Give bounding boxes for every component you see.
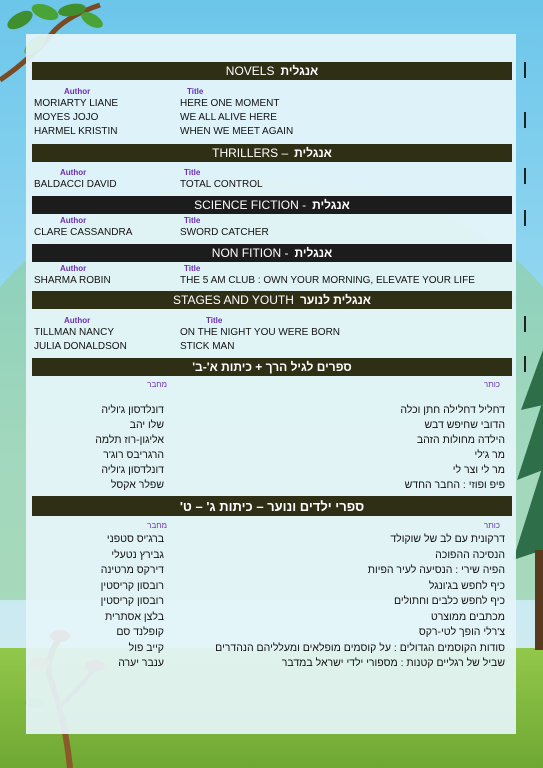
section-title-en: THRILLERS – bbox=[212, 146, 289, 160]
section-title-he: אנגלית bbox=[294, 246, 333, 260]
pine-tree-icon bbox=[513, 350, 543, 650]
title-label: כותר bbox=[483, 380, 500, 389]
author-label: Author bbox=[60, 216, 87, 225]
author-label: Author bbox=[64, 316, 91, 325]
book-title: SWORD CATCHER bbox=[180, 227, 269, 238]
title-label: Title bbox=[184, 216, 201, 225]
author-label: Author bbox=[60, 168, 87, 177]
book-author: HARMEL KRISTIN bbox=[34, 126, 118, 137]
book-author: MORIARTY LIANE bbox=[34, 98, 119, 109]
book-title: STICK MAN bbox=[180, 341, 235, 352]
section-header-science-fiction bbox=[32, 196, 512, 214]
section-header-kids-youth bbox=[32, 496, 512, 516]
book-title-he: הדובי שחיפש דבש bbox=[424, 419, 505, 431]
book-title-he: דרקונית עם לב של שוקולד bbox=[390, 533, 505, 545]
book-author-he: דירקס מרטינה bbox=[100, 564, 164, 576]
section-title-he: אנגלית bbox=[280, 64, 319, 78]
section-header-stages-and-youth bbox=[32, 291, 512, 309]
section-title-he: ספרים לגיל הרך + כיתות א'-ב' bbox=[192, 360, 352, 374]
book-title-he: מכתבים ממוצרט bbox=[430, 610, 505, 623]
margin-tick bbox=[524, 168, 526, 184]
book-title-he: מר לי וצר לי bbox=[452, 464, 505, 476]
book-title-he: שביל של רגליים קטנות : מספורי ילדי ישראל במדבר bbox=[281, 657, 505, 669]
book-author: MOYES JOJO bbox=[34, 112, 99, 123]
section-title-he: אנגלית bbox=[312, 198, 350, 212]
book-author-he: רובסון קריסטין bbox=[100, 579, 164, 592]
book-author: TILLMAN NANCY bbox=[34, 327, 115, 338]
book-title-he: הפיה שירי : הנסיעה לעיר הפיות bbox=[367, 564, 505, 576]
section-title-en: NOVELS bbox=[225, 64, 275, 78]
section-title-en: SCIENCE FICTION - bbox=[194, 198, 307, 212]
section-header-early-age bbox=[32, 358, 512, 376]
title-label: Title bbox=[184, 168, 201, 177]
book-title: HERE ONE MOMENT bbox=[180, 98, 280, 109]
book-author-he: גבירץ נטעלי bbox=[111, 548, 164, 561]
title-label: כותר bbox=[483, 521, 500, 530]
book-author-he: שלו יהב bbox=[129, 419, 164, 431]
margin-tick bbox=[524, 210, 526, 226]
section-title-he: ספרי ילדים ונוער – כיתות ג' – ט' bbox=[179, 498, 365, 514]
book-title-he: הילדה מחולות הזהב bbox=[416, 434, 505, 446]
section-title-en: STAGES AND YOUTH bbox=[173, 293, 294, 307]
book-title-he: סודות הקוסמים הגדולים : על קוסמים מופלאים ומעלליהם הנהדרים bbox=[215, 641, 505, 654]
section-header-thrillers bbox=[32, 144, 512, 162]
book-author-he: קייב פול bbox=[128, 641, 164, 654]
section-title-he: אנגלית לנוער bbox=[299, 293, 371, 307]
book-title: WE ALL ALIVE HERE bbox=[180, 112, 277, 123]
book-author-he: קופלנד סם bbox=[116, 626, 164, 638]
author-label: Author bbox=[60, 264, 87, 273]
margin-tick bbox=[524, 356, 526, 372]
book-title: THE 5 AM CLUB : OWN YOUR MORNING, ELEVATE YOUR LIFE bbox=[180, 275, 475, 286]
section-title-he: אנגלית bbox=[294, 146, 332, 160]
margin-tick bbox=[524, 316, 526, 332]
book-author: SHARMA ROBIN bbox=[34, 275, 111, 286]
book-author-he: דונלדסון ג'וליה bbox=[101, 404, 164, 416]
title-label: Title bbox=[184, 264, 201, 273]
author-label: מחבר bbox=[147, 380, 167, 389]
book-author: CLARE CASSANDRA bbox=[34, 227, 133, 238]
book-title: ON THE NIGHT YOU WERE BORN bbox=[180, 327, 341, 338]
author-label: מחבר bbox=[147, 521, 167, 530]
section-header-non-fiction bbox=[32, 244, 512, 262]
book-author: BALDACCI DAVID bbox=[34, 179, 117, 190]
book-title-he: צ'רלי הופך לטי-רקס bbox=[418, 626, 505, 638]
book-title-he: כיף לחפש כלבים וחתולים bbox=[393, 595, 505, 607]
book-author-he: ענבר יערה bbox=[118, 657, 164, 669]
book-title-he: דחליל דחלילה חתן וכלה bbox=[400, 404, 505, 416]
book-author-he: רובסון קריסטין bbox=[100, 595, 164, 607]
book-title: WHEN WE MEET AGAIN bbox=[180, 126, 294, 137]
section-title-en: NON FITION - bbox=[211, 246, 289, 260]
book-author: JULIA DONALDSON bbox=[34, 341, 127, 352]
book-title: TOTAL CONTROL bbox=[180, 179, 263, 190]
book-author-he: אליגון-רוז תלמה bbox=[95, 434, 164, 446]
title-label: Title bbox=[206, 316, 223, 325]
title-label: Title bbox=[187, 87, 204, 96]
book-title-he: מר ג'לי bbox=[474, 449, 505, 461]
section-header-novels bbox=[32, 62, 512, 80]
book-title-he: כיף לחפש בג'ונגל bbox=[428, 579, 505, 592]
book-author-he: בלצן אסתרית bbox=[104, 610, 164, 623]
book-title-he: פיפ ופוזי : החבר החדש bbox=[404, 479, 505, 491]
book-author-he: ברג'יס סטפני bbox=[106, 533, 164, 545]
margin-tick bbox=[524, 62, 526, 78]
book-author-he: דונלדסון ג'וליה bbox=[101, 464, 164, 476]
book-author-he: הרגריבס רוג'ר bbox=[103, 449, 164, 461]
book-title-he: הנסיכה ההפוכה bbox=[435, 548, 505, 561]
margin-tick bbox=[524, 112, 526, 128]
book-author-he: שפלר אקסל bbox=[110, 479, 164, 491]
author-label: Author bbox=[64, 87, 91, 96]
